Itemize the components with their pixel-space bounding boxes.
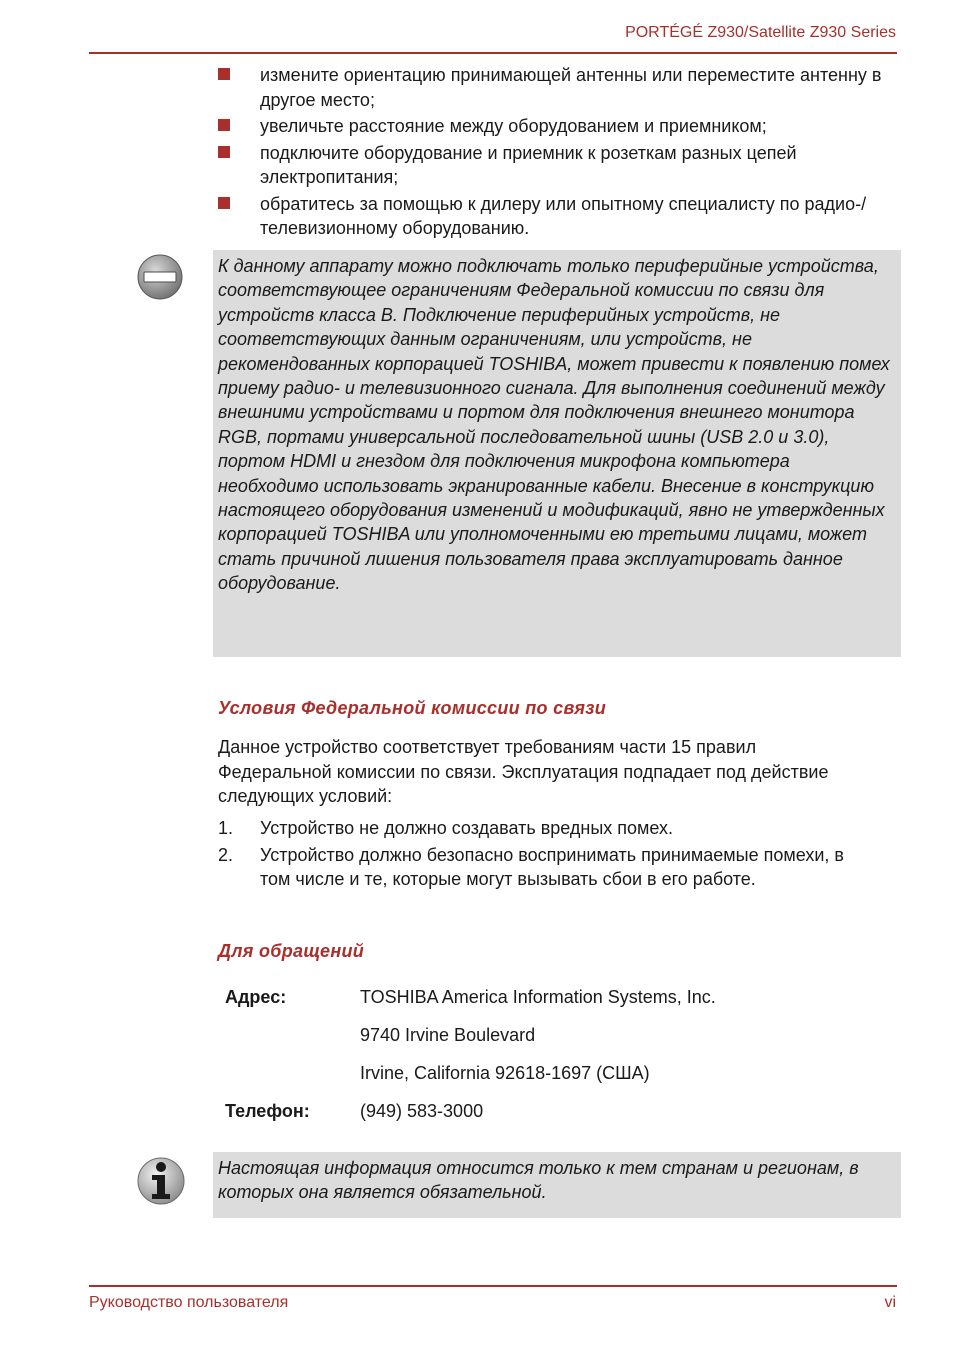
address-line: 9740 Irvine Boulevard — [360, 1025, 536, 1045]
fcc-intro: Данное устройство соответствует требованиям части 15 правил Федеральной комиссии по связи. Эксплуатация подпадает под действие следующих условий: — [218, 737, 829, 806]
bullet-square-icon — [218, 68, 230, 80]
header-title: PORTÉGÉ Z930/Satellite Z930 Series — [625, 24, 896, 41]
list-item: увеличьте расстояние между оборудованием и приемником; — [216, 114, 896, 139]
address-line: Irvine, California 92618-1697 (США) — [360, 1063, 650, 1083]
list-item: обратитесь за помощью к дилеру или опытному специалисту по радио-/телевизионному оборудованию. — [216, 192, 896, 241]
conditions-list — [218, 816, 858, 894]
contact-section-heading: Для обращений — [218, 941, 365, 961]
list-item: подключите оборудование и приемник к розеткам разных цепей электропитания; — [216, 141, 896, 190]
no-entry-icon — [137, 254, 183, 305]
phone-value: (949) 583-3000 — [360, 1101, 484, 1121]
warning-note-text: К данному аппарату можно подключать только периферийные устройства, соответствующее ограничениям Федеральной комиссии по связи для устройств класса B. Подключение периферийных устройств, не соответствующих данным ограничениям, или устройств, не рекомендованных корпорацией TOSHIBA, может привести к появлению помех приему радио- и телевизионного сигнала. Для выполнения соединений между внешними устройствами и портом для подключения внешнего монитора RGB, портами универсальной последовательной шины (USB 2.0 и 3.0), портом HDMI и гнездом для подключения микрофона компьютера необходимо использовать экранированные кабели. Внесение в конструкцию настоящего оборудования изменений и модификаций, явно не утвержденных корпорацией TOSHIBA или уполномоченными ею третьими лицами, может стать причиной лишения пользователя права эксплуатировать данное оборудование. — [218, 256, 890, 594]
bullet-square-icon — [218, 197, 230, 209]
info-note — [213, 1152, 901, 1218]
bullet-square-icon — [218, 146, 230, 158]
address-label: Адрес: — [225, 987, 287, 1007]
warning-note — [213, 250, 901, 657]
info-note-text: Настоящая информация относится только к тем странам и регионам, в которых она является обязательной. — [218, 1158, 859, 1203]
footer-title: Руководство пользователя — [89, 1294, 289, 1311]
bullet-square-icon — [218, 119, 230, 131]
phone-label: Телефон: — [225, 1101, 310, 1121]
fcc-section-heading: Условия Федеральной комиссии по связи — [218, 698, 607, 718]
header-rule — [89, 52, 897, 54]
list-item: измените ориентацию принимающей антенны или переместите антенну в другое место; — [216, 63, 896, 112]
list-item: 2. Устройство должно безопасно воспринимать принимаемые помехи, в том числе и те, которые могут вызывать сбои в его работе. — [218, 844, 844, 889]
footer-rule — [89, 1285, 897, 1287]
bullet-list — [216, 63, 896, 243]
info-icon — [137, 1156, 185, 1211]
page-number: vi — [884, 1294, 896, 1311]
address-line: TOSHIBA America Information Systems, Inc. — [360, 987, 716, 1007]
list-item: 1. Устройство не должно создавать вредных помех. — [218, 818, 674, 838]
